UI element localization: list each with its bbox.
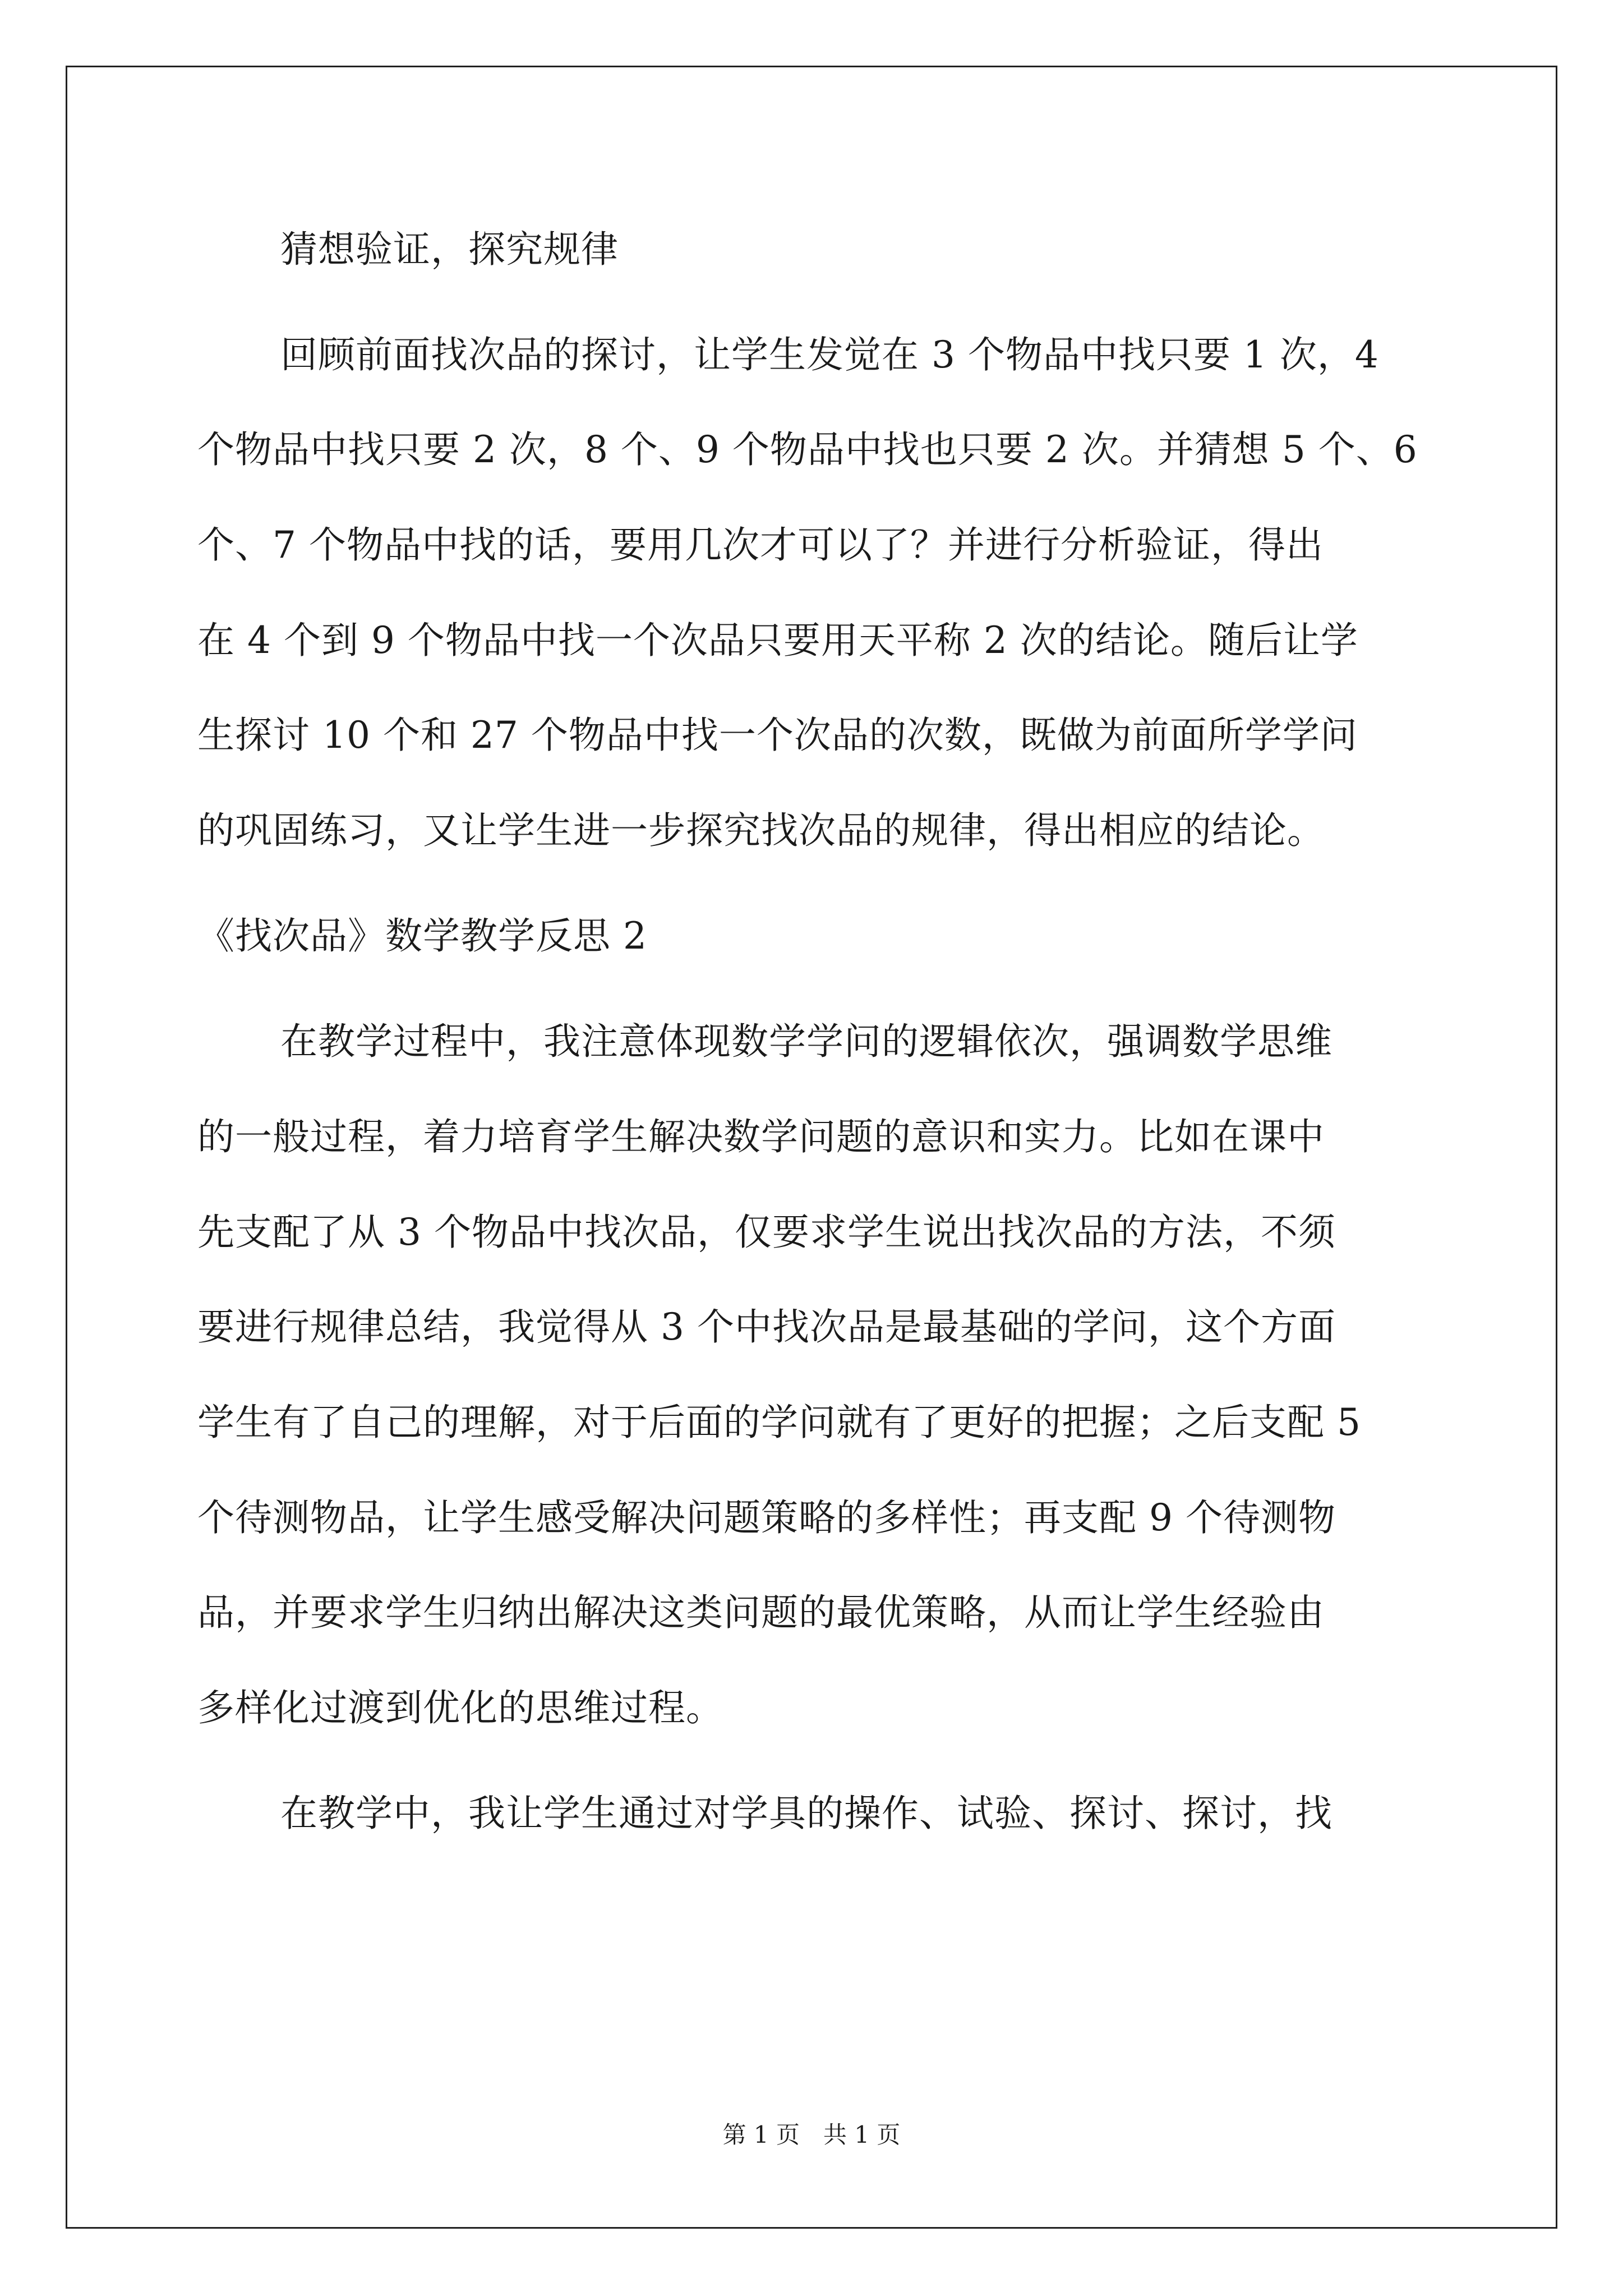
paragraph-line: 个、7 个物品中找的话，要用几次才可以了？并进行分析验证，得出 — [197, 523, 1324, 567]
paragraph-line: 在教学过程中，我注意体现数学学问的逻辑依次，强调数学思维 — [280, 1020, 1332, 1063]
paragraph-line: 回顾前面找次品的探讨，让学生发觉在 3 个物品中找只要 1 次，4 — [280, 333, 1379, 376]
paragraph-line: 先支配了从 3 个物品中找次品，仅要求学生说出找次品的方法，不须 — [197, 1211, 1336, 1254]
paragraph-line: 多样化过渡到优化的思维过程。 — [197, 1686, 723, 1729]
page-footer: 第 1 页 共 1 页 — [722, 2121, 901, 2148]
paragraph-line: 要进行规律总结，我觉得从 3 个中找次品是最基础的学问，这个方面 — [197, 1305, 1336, 1349]
paragraph-line: 的巩固练习，又让学生进一步探究找次品的规律，得出相应的结论。 — [197, 809, 1325, 852]
paragraph-line: 个物品中找只要 2 次，8 个、9 个物品中找也只要 2 次。并猜想 5 个、6 — [197, 428, 1418, 471]
paragraph-line: 品，并要求学生归纳出解决这类问题的最优策略，从而让学生经验由 — [197, 1591, 1325, 1634]
paragraph-line: 生探讨 10 个和 27 个物品中找一个次品的次数，既做为前面所学学问 — [197, 714, 1358, 757]
paragraph-line: 在 4 个到 9 个物品中找一个次品只要用天平称 2 次的结论。随后让学 — [197, 619, 1358, 662]
paragraph-line: 在教学中，我让学生通过对学具的操作、试验、探讨、探讨，找 — [280, 1792, 1332, 1835]
section-heading: 猜想验证，探究规律 — [280, 228, 619, 271]
section-title: 《找次品》数学教学反思 2 — [197, 914, 647, 958]
paragraph-line: 的一般过程，着力培育学生解决数学问题的意识和实力。比如在课中 — [197, 1115, 1325, 1158]
paragraph-line: 个待测物品，让学生感受解决问题策略的多样性；再支配 9 个待测物 — [197, 1496, 1336, 1539]
paragraph-line: 学生有了自己的理解，对于后面的学问就有了更好的把握；之后支配 5 — [197, 1401, 1361, 1444]
